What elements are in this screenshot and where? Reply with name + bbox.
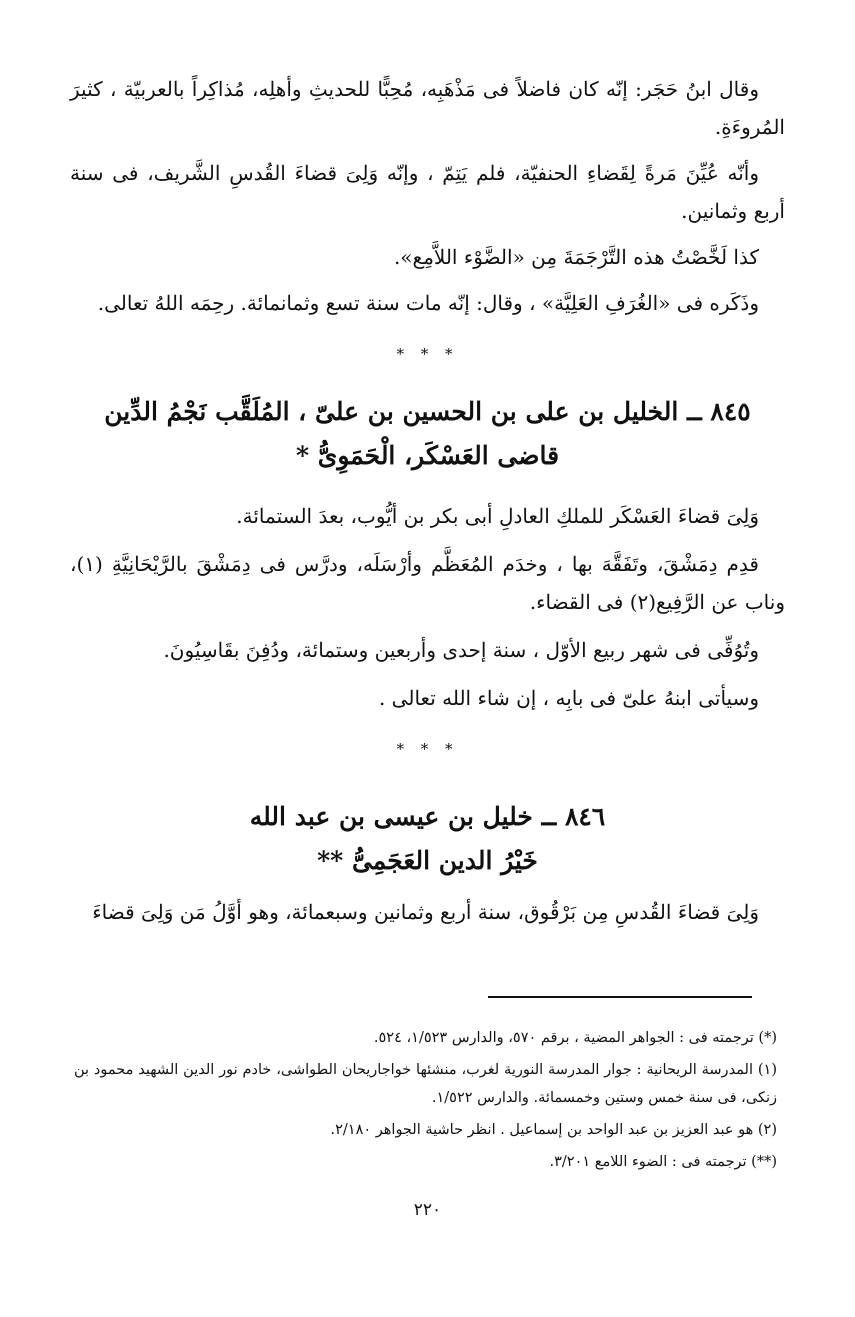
entry-845-heading-line1: ٨٤٥ ــ الخليل بن على بن الحسين بن علىّ ، المُلَقَّب نَجْمُ الدِّين: [104, 397, 751, 426]
page-number: ٢٢٠: [413, 1200, 442, 1220]
entry-846-heading: [60, 795, 795, 883]
footnotes: [74, 1024, 777, 1180]
entry-846-heading-line2: خَيْرُ الدين العَجَمِىُّ **: [317, 846, 538, 875]
entry-845-heading: [60, 390, 795, 478]
section-separator: * * *: [396, 740, 459, 758]
entry-846-heading-line1: ٨٤٦ ــ خليل بن عيسى بن عبد الله: [249, 802, 606, 831]
paragraph: كذا لَخَّصْتُ هذه التَّرْجَمَةَ مِن «الضَّوْء اللاَّمِع».: [393, 245, 759, 269]
paragraph: وَلِىَ قضاءَ القُدسِ مِن بَرْقُوق، سنة أربع وثمانين وسبعمائة، وهو أوَّلُ مَن وَلِىَ قضاءَ: [92, 900, 759, 924]
intro-section: [70, 70, 785, 322]
entry-846-body: [70, 893, 785, 931]
footnote: (*) ترجمته فى : الجواهر المضية ، برقم ٥٧٠، والدارس ١/٥٢٣، ٥٢٤.: [373, 1030, 777, 1046]
paragraph: وقال ابنُ حَجَر: إنّه كان فاضلاً فى مَذْهَبِه، مُحِبًّا للحديثِ وأهلِه، مُذاكِراً بالعربيّة ، كثيرَ المُروءَةِ.: [70, 77, 785, 139]
footnote: (٢) هو عبد العزيز بن عبد الواحد بن إسماعيل . انظر حاشية الجواهر ٢/١٨٠.: [330, 1122, 777, 1138]
paragraph: وأنّه عُيِّنَ مَرةً لِقَضاءِ الحنفيّة، فلم يَتِمّ ، وإنّه وَلِىَ قضاءَ القُدسِ الشَّريف، فى سنة أربع وثمانين.: [70, 161, 785, 223]
footnote: (**) ترجمته فى : الضوء اللامع ٣/٢٠١.: [549, 1154, 777, 1170]
footnote-divider: [488, 996, 752, 998]
entry-845-heading-line2: قاضى العَسْكَر، الْحَمَوِىُّ *: [295, 441, 560, 470]
footnote: (١) المدرسة الريحانية : جوار المدرسة النورية لغرب، منشئها خواجاريحان الطواشى، خادم نور الدين الشهيد محمود بن زنكى، فى سنة خمس وستين وخمسمائة. والدارس ١/٥٢٢.: [74, 1062, 777, 1106]
entry-845-body: [70, 497, 785, 717]
paragraph: وسيأتى ابنهُ علىّ فى بابِه ، إن شاء الله تعالى .: [378, 686, 759, 710]
paragraph: قدِم دِمَشْقَ، وتَفَقَّهَ بها ، وخدَم المُعَظَّم وأرْسَلَه، ودرَّس فى دِمَشْقَ بالرَّيْحَانِيَّةِ (١)، وناب عن الرَّفِيع(٢) فى القضاء.: [70, 552, 785, 614]
paragraph: وَلِىَ قضاءَ العَسْكَر للملكِ العادلِ أبى بكر بن أيُّوب، بعدَ الستمائة.: [236, 504, 759, 528]
section-separator: * * *: [396, 345, 459, 363]
paragraph: وذَكَره فى «الغُرَفِ العَلِيَّة» ، وقال: إنّه مات سنة تسع وثمانمائة. رحِمَه اللهُ تعالى.: [97, 291, 759, 315]
paragraph: وتُوُفِّى فى شهر ربيع الأوّل ، سنة إحدى وأربعين وستمائة، ودُفِنَ بقَاسِيُونَ.: [163, 638, 759, 662]
